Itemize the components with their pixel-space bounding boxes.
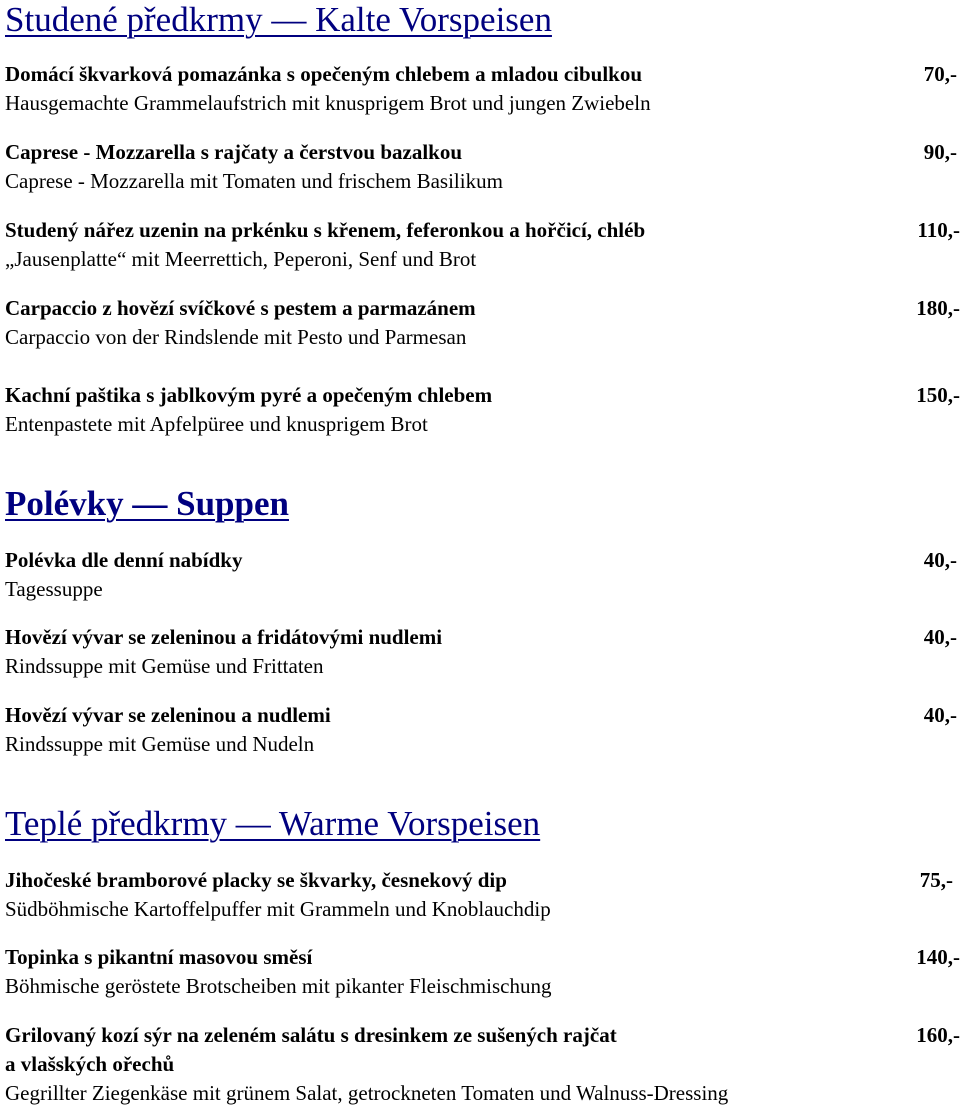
menu-item (5, 381, 960, 439)
item-price: 40,- (923, 703, 957, 727)
item-name-cz: Hovězí vývar se zeleninou a nudlemi (5, 703, 331, 727)
item-name-cz: Hovězí vývar se zeleninou a fridátovými nudlemi (5, 625, 443, 649)
item-name-cz-continued: a vlašských ořechů (5, 1052, 175, 1076)
item-name-cz: Grilovaný kozí sýr na zeleném salátu s dresinkem ze sušených rajčat (5, 1023, 617, 1047)
menu-item (5, 623, 960, 681)
menu-item (5, 216, 960, 274)
item-price: 180,- (916, 296, 960, 320)
section-title-warme-vorspeisen: Teplé předkrmy — Warme Vorspeisen (5, 804, 541, 843)
item-name-de: Rindssuppe mit Gemüse und Nudeln (5, 732, 315, 756)
item-name-cz: Domácí škvarková pomazánka s opečeným chlebem a mladou cibulkou (5, 62, 643, 86)
item-name-de: Tagessuppe (5, 577, 103, 601)
item-price: 110,- (917, 218, 960, 242)
item-name-de: Caprese - Mozzarella mit Tomaten und frischem Basilikum (5, 169, 503, 193)
section-title-kalte-vorspeisen: Studené předkrmy — Kalte Vorspeisen (5, 0, 552, 39)
item-name-de: Entenpastete mit Apfelpüree und knusprigem Brot (5, 412, 428, 436)
item-name-cz: Studený nářez uzenin na prkénku s křenem, feferonkou a hořčicí, chléb (5, 218, 646, 242)
item-price: 40,- (923, 548, 957, 572)
item-name-de: „Jausenplatte“ mit Meerrettich, Peperoni, Senf und Brot (5, 247, 477, 271)
menu-item (5, 138, 960, 196)
item-name-de: Südböhmische Kartoffelpuffer mit Grammeln und Knoblauchdip (5, 897, 551, 921)
item-name-cz: Carpaccio z hovězí svíčkové s pestem a parmazánem (5, 296, 476, 320)
item-name-cz: Polévka dle denní nabídky (5, 548, 243, 572)
item-name-cz: Caprese - Mozzarella s rajčaty a čerstvou bazalkou (5, 140, 463, 164)
menu-item (5, 60, 960, 118)
item-name-cz: Jihočeské bramborové placky se škvarky, česnekový dip (5, 868, 507, 892)
item-name-cz: Kachní paštika s jablkovým pyré a opečeným chlebem (5, 383, 493, 407)
item-name-cz: Topinka s pikantní masovou směsí (5, 945, 313, 969)
item-price: 90,- (923, 140, 957, 164)
item-price: 75,- (919, 868, 953, 892)
menu-item (5, 701, 960, 759)
item-price: 70,- (923, 62, 957, 86)
item-price: 160,- (916, 1023, 960, 1047)
item-name-de: Carpaccio von der Rindslende mit Pesto und Parmesan (5, 325, 467, 349)
item-name-de: Böhmische geröstete Brotscheiben mit pikanter Fleischmischung (5, 974, 552, 998)
item-name-de: Rindssuppe mit Gemüse und Frittaten (5, 654, 324, 678)
item-price: 40,- (923, 625, 957, 649)
item-price: 140,- (916, 945, 960, 969)
item-name-de: Hausgemachte Grammelaufstrich mit knusprigem Brot und jungen Zwiebeln (5, 91, 651, 115)
item-name-de: Gegrillter Ziegenkäse mit grünem Salat, getrockneten Tomaten und Walnuss-Dressing (5, 1081, 729, 1105)
item-price: 150,- (916, 383, 960, 407)
menu-item (5, 1021, 960, 1108)
section-title-suppen: Polévky — Suppen (5, 484, 289, 523)
menu-item (5, 943, 960, 1001)
menu-item (5, 294, 960, 352)
menu-item (5, 546, 960, 604)
menu-item (5, 866, 960, 924)
